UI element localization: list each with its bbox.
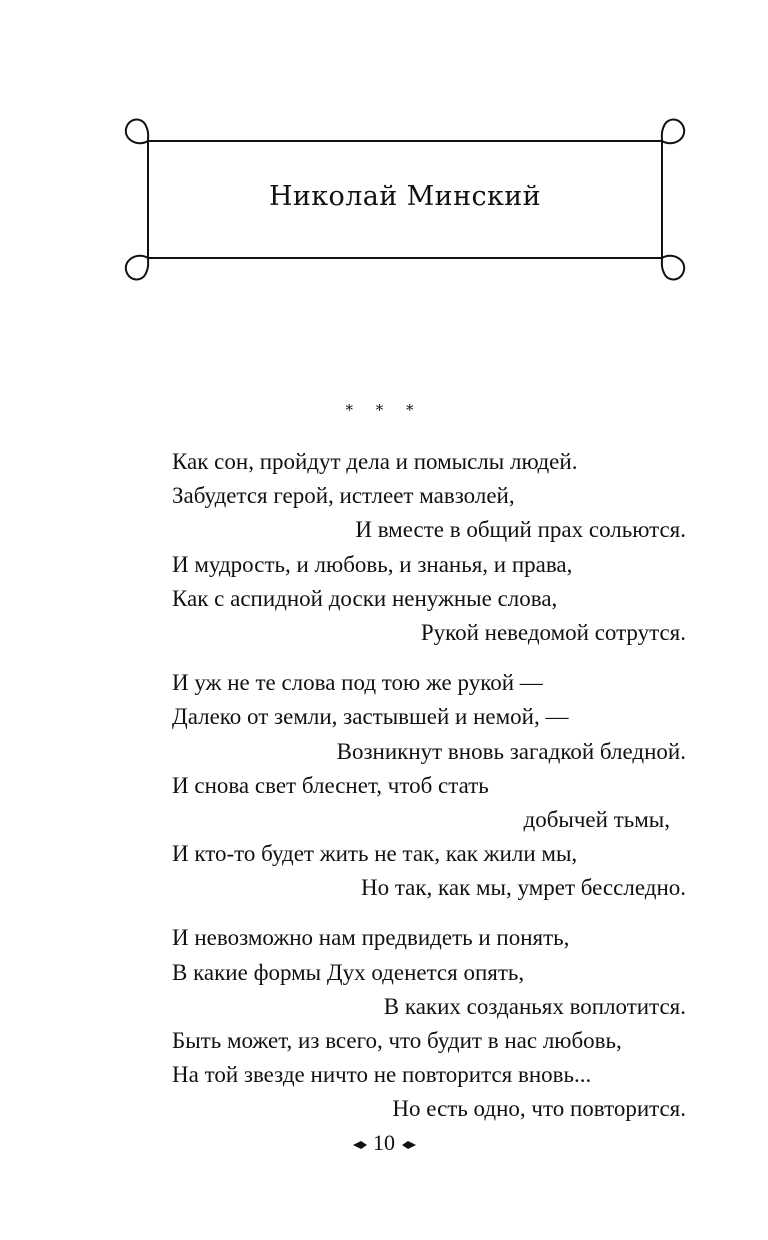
- poem-line: И снова свет блеснет, чтоб стать: [172, 772, 489, 798]
- poem-line: Как сон, пройдут дела и помыслы людей.: [172, 449, 578, 474]
- author-name: Николай Минский: [268, 181, 542, 212]
- stanza: [172, 666, 686, 905]
- poem-line: В каких созданьях воплотится.: [383, 993, 686, 1019]
- poem-line: И кто-то будет жить не так, как жили мы,: [172, 841, 578, 867]
- poem-line: Забудется герой, истлеет мавзолей,: [172, 483, 515, 509]
- poem-text: [172, 445, 686, 1143]
- poem-line: Далеко от земли, застывшей и немой, —: [172, 704, 569, 730]
- poem-line: На той звезде ничто не повторится вновь...: [172, 1062, 592, 1088]
- left-ornament-icon: [352, 1139, 368, 1151]
- poem-line: Но есть одно, что повторится.: [392, 1096, 686, 1122]
- poem-line-continuation: добычей тьмы,: [523, 806, 670, 832]
- stanza: [172, 921, 686, 1126]
- page-number-text: 10: [373, 1130, 395, 1155]
- right-ornament-icon: [401, 1139, 417, 1151]
- poem-line: И невозможно нам предвидеть и понять,: [172, 925, 570, 951]
- poem-line: Как с аспидной доски ненужные слова,: [172, 585, 558, 611]
- poem-line: Быть может, из всего, что будит в нас любовь,: [172, 1028, 622, 1053]
- stanza: [172, 445, 686, 650]
- poem-line: Рукой неведомой сотрутся.: [420, 619, 686, 645]
- page-number: [0, 1130, 768, 1156]
- poem-line: В какие формы Дух оденется опять,: [172, 959, 525, 985]
- section-separator: * * *: [345, 401, 423, 419]
- poem-line: Возникнут вновь загадкой бледной.: [336, 738, 686, 764]
- poem-line: Но так, как мы, умрет бесследно.: [360, 875, 686, 901]
- poem-line: И вместе в общий прах сольются.: [355, 517, 686, 543]
- poem-line: И мудрость, и любовь, и знанья, и права,: [172, 551, 573, 577]
- poem-line: И уж не те слова под тою же рукой —: [172, 670, 543, 696]
